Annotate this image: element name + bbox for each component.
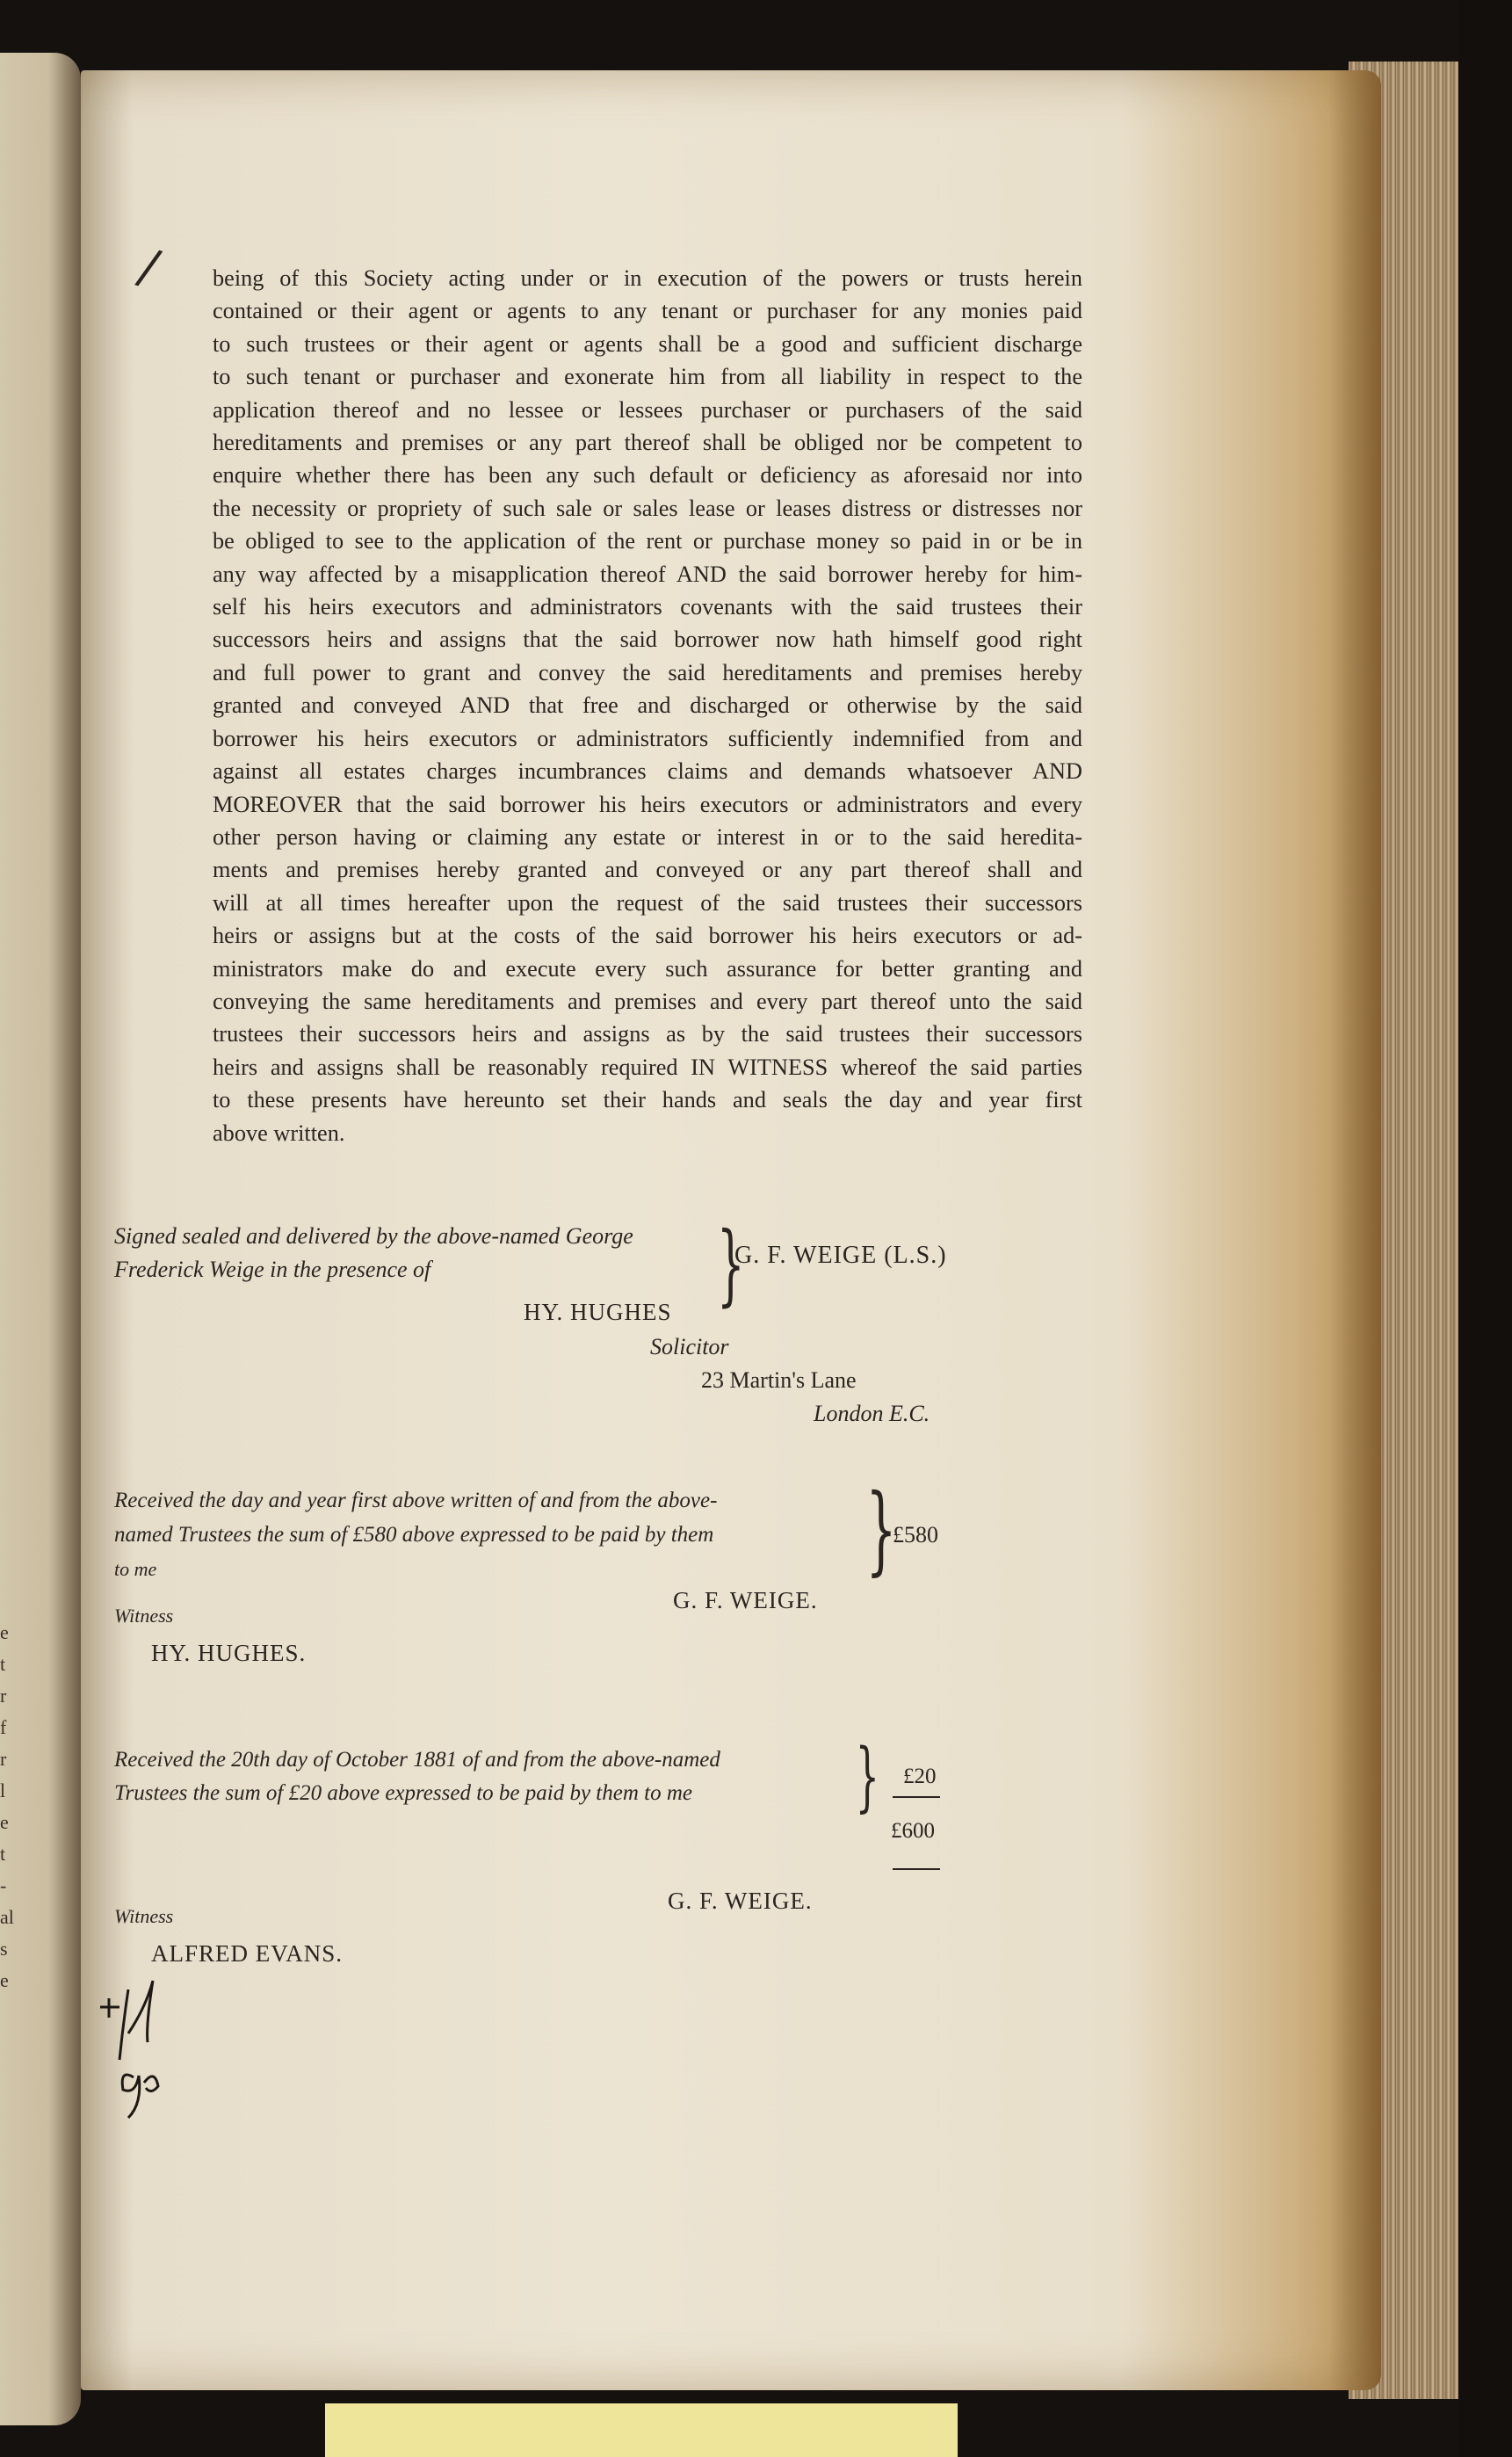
receipt-line: to me [114,1558,157,1580]
margin-letter: f [0,1716,7,1738]
margin-letter: t [0,1653,6,1675]
deed-text-line: ministrators make do and execute every such assurance for better granting and [213,955,1082,982]
receipt-amount: £20 [903,1765,937,1788]
receipt-line: Received the 20th day of October 1881 of and from the above-named [114,1748,720,1772]
deed-text-line: be obliged to see to the application of the rent or purchase money so paid in or be in [213,528,1082,554]
margin-letter: r [0,1685,7,1707]
deed-text-line: to such tenant or purchaser and exonerate him from all liability in respect to the [213,364,1082,390]
deed-text-line: MOREOVER that the said borrower his heirs executors or administrators and every [213,791,1082,817]
deed-text-line: other person having or claiming any estate or interest in or to the said heredita- [213,823,1082,850]
deed-text-line: to these presents have hereunto set their hands and seals the day and year first [213,1087,1082,1113]
deed-text-line: heirs or assigns but at the costs of the said borrower his heirs executors or ad- [213,923,1082,949]
receipt-line: named Trustees the sum of £580 above expressed to be paid by them [114,1523,714,1547]
sum-rule [893,1868,940,1870]
left-page-text-fragment [0,1617,18,1997]
margin-letter: t [0,1843,6,1865]
deed-text-line: to such trustees or their agent or agents shall be a good and sufficient discharge [213,330,1082,357]
deed-text-line: above written. [213,1120,345,1146]
margin-letter: r [0,1748,7,1770]
brace: } [855,1733,880,1821]
deed-text-line: against all estates charges incumbrances claims and demands whatsoever AND [213,758,1082,785]
yellow-tab [325,2403,958,2457]
deed-text-line: being of this Society acting under or in execution of the powers or trusts herein [213,265,1082,291]
attestation-clause [114,1220,712,1286]
deed-text-line: enquire whether there has been any such default or deficiency as aforesaid nor into [213,462,1082,489]
receipt-signature: G. F. WEIGE. [673,1587,818,1613]
deed-text-line: successors heirs and assigns that the said borrower now hath himself good right [213,627,1082,653]
brace: } [865,1473,897,1585]
deed-text-line: conveying the same hereditaments and premises and every part thereof unto the said [213,988,1082,1014]
sum-rule [893,1796,940,1798]
witness-label: Witness [114,1905,174,1927]
check-mark: / [132,237,166,298]
receipt-total: £600 [891,1819,935,1843]
deed-text-line: heirs and assigns shall be reasonably required IN WITNESS whereof the said parties [213,1054,1082,1080]
deed-text-line: will at all times hereafter upon the request of the said trustees their successors [213,889,1082,916]
deed-text-line: contained or their agent or agents to any tenant or purchaser for any monies paid [213,298,1082,324]
deed-text-line: and full power to grant and convey the said hereditaments and premises hereby [213,659,1082,685]
witness-name: ALFRED EVANS. [151,1940,344,1967]
deed-text-line: trustees their successors heirs and assigns as by the said trustees their successors [213,1021,1082,1047]
margin-letter: l [0,1779,6,1801]
margin-letter: e [0,1969,9,1991]
borrower-signature: G. F. WEIGE (L.S.) [734,1242,947,1269]
witness-label: Witness [114,1605,174,1627]
deed-text-line: borrower his heirs executors or administrators sufficiently indemnified from and [213,725,1082,751]
deed-text-line: ments and premises hereby granted and conveyed or any part thereof shall and [213,857,1082,883]
receipt-amount: £580 [893,1522,938,1547]
deed-text-line: any way affected by a misapplication thereof AND the said borrower hereby for him- [213,561,1082,587]
deed-text-line: hereditaments and premises or any part thereof shall be obliged nor be competent to [213,430,1082,456]
deed-text-line: application thereof and no lessee or lessees purchaser or purchasers of the said [213,396,1082,423]
deed-body-text [213,262,1082,1149]
handwritten-initials [93,1972,172,2121]
attestation-line: Signed sealed and delivered by the above-named George [114,1223,633,1249]
margin-letter: s [0,1938,8,1960]
witness-name: HY. HUGHES [524,1299,672,1325]
receipt-signature: G. F. WEIGE. [668,1888,813,1914]
margin-letter: e [0,1811,9,1833]
margin-letter: al [0,1906,14,1928]
attestation-line: Frederick Weige in the presence of [114,1257,431,1282]
receipt-text [114,1483,861,1586]
witness-name: HY. HUGHES. [151,1640,307,1666]
receipt-line: Trustees the sum of £20 above expressed to be paid by them to me [114,1781,692,1805]
receipt-line: Received the day and year first above written of and from the above- [114,1489,718,1512]
binding-background [1458,0,1512,2457]
witness-address-line: 23 Martin's Lane [701,1367,857,1393]
witness-address-line: London E.C. [814,1401,930,1426]
deed-text-line: self his heirs executors and administrators covenants with the said trustees their [213,594,1082,620]
deed-text-line: granted and conveyed AND that free and discharged or otherwise by the said [213,692,1082,719]
deed-text-line: the necessity or propriety of such sale or sales lease or leases distress or distresses nor [213,495,1082,521]
brace: } [716,1213,745,1315]
margin-letter: e [0,1621,9,1643]
margin-letter: - [0,1874,7,1896]
receipt-text [114,1743,870,1810]
witness-title: Solicitor [650,1334,729,1359]
left-page-edge [0,53,81,2425]
